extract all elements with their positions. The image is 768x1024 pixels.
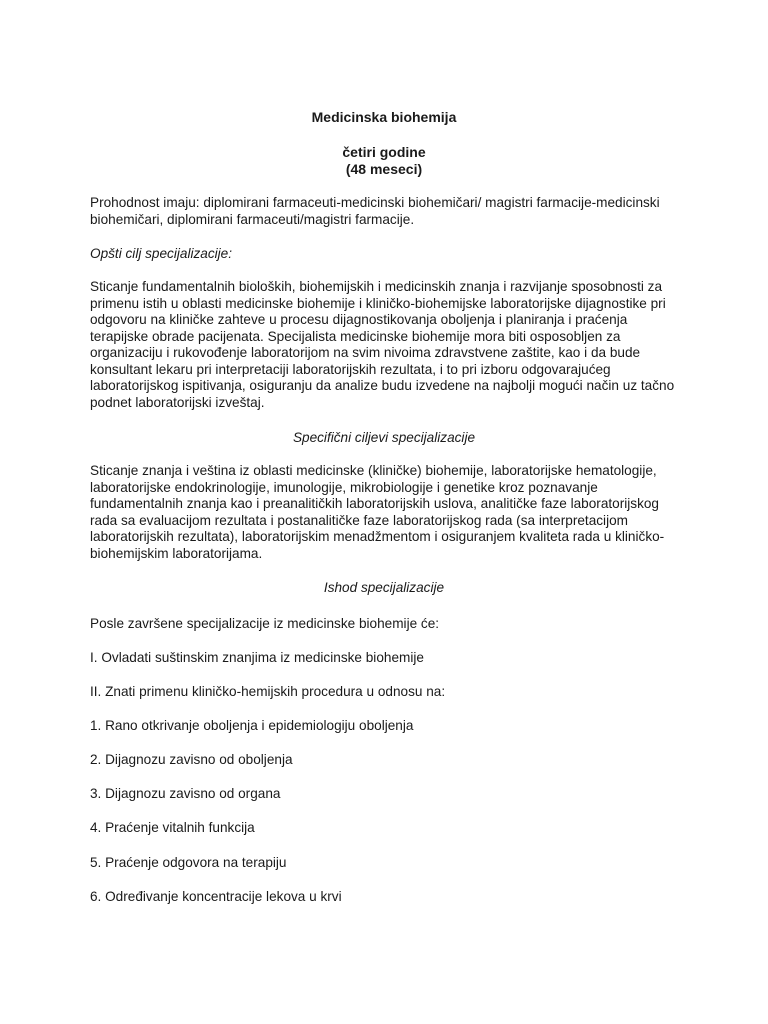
outcome-item-i: I. Ovladati suštinskim znanjima iz medicinske biohemije xyxy=(90,650,424,665)
eligibility-paragraph: Prohodnost imaju: diplomirani farmaceuti-medicinski biohemičari/ magistri farmacije-medicinski biohemičari, diplomirani farmaceuti/magistri farmacije. xyxy=(90,195,660,227)
duration xyxy=(90,144,678,178)
document-title: Medicinska biohemija xyxy=(311,109,457,125)
list-item: 4. Praćenje vitalnih funkcija xyxy=(90,820,255,835)
list-item: 6. Određivanje koncentracije lekova u krvi xyxy=(90,889,342,904)
list-item: 3. Dijagnozu zavisno od organa xyxy=(90,786,281,801)
specific-goals-heading: Specifični ciljevi specijalizacije xyxy=(292,430,476,445)
outcome-heading: Ishod specijalizacije xyxy=(323,580,445,595)
duration-years: četiri godine xyxy=(342,144,426,160)
outcome-intro: Posle završene specijalizacije iz medicinske biohemije će: xyxy=(90,616,440,631)
general-goal-paragraph: Sticanje fundamentalnih bioloških, biohemijskih i medicinskih znanja i razvijanje sposobnosti za primenu istih u oblasti medicinske biohemije i kliničko-biohemijske laboratorijske dijagnostike pri odgovoru na kliničke zahteve u procesu dijagnostikovanja oboljenja i planiranja i praćenja terapijske obrade pacijenata. Specijalista medicinske biohemije mora biti osposobljen za organizaciju i rukovođenje laboratorijom na svim nivoima zdravstvene zaštite, kao i da bude konsultant lekaru pri interpretaciji laboratorijskih rezultata, i to pri izboru odgovarajućeg laboratorijskog ispitivanja, osiguranju da analize budu izvedene na najbolji mogući način uz tačno podnet laboratorijski izveštaj. xyxy=(90,279,675,410)
list-item: 5. Praćenje odgovora na terapiju xyxy=(90,855,287,870)
outcome-item-ii: II. Znati primenu kliničko-hemijskih procedura u odnosu na: xyxy=(90,684,446,699)
specific-goals-paragraph: Sticanje znanja i veština iz oblasti medicinske (kliničke) biohemije, laboratorijske hematologije, laboratorijske endokrinologije, imunologije, mikrobiologije i genetike kroz poznavanje fundamentalnih znanja kao i preanalitičkih laboratorijskih uslova, analitičke faze laboratorijskog rada sa evaluacijom rezultata i postanalitičke faze laboratorijskog rada (sa interpretacijom laboratorijskih rezultata), laboratorijskim menadžmentom i osiguranjem kvaliteta rada u kliničko-biohemijskim laboratorijama. xyxy=(90,463,665,561)
duration-months: (48 meseci) xyxy=(345,161,423,177)
list-item: 2. Dijagnozu zavisno od oboljenja xyxy=(90,752,293,767)
list-item: 1. Rano otkrivanje oboljenja i epidemiologiju oboljenja xyxy=(90,718,414,733)
general-goal-heading: Opšti cilj specijalizacije: xyxy=(90,246,233,261)
